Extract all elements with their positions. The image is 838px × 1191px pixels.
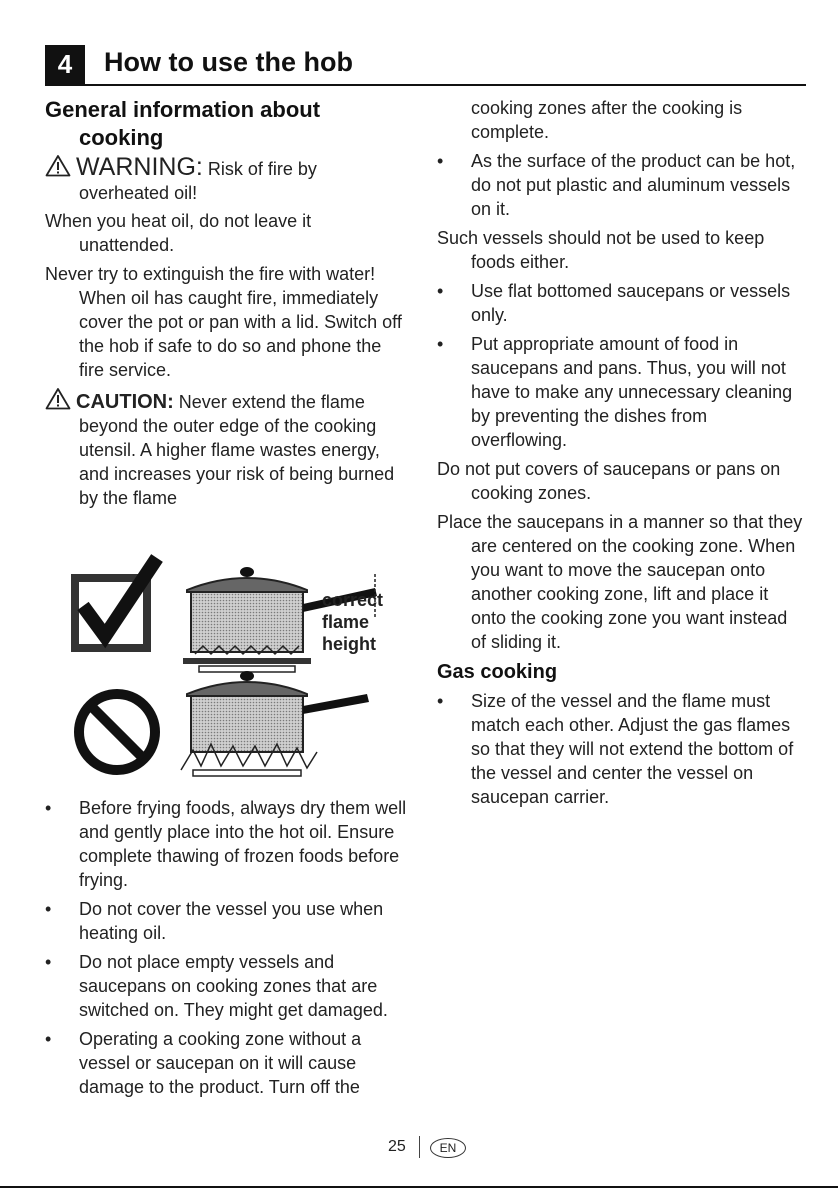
warning-text: Risk of fire by overheated oil!	[79, 159, 317, 203]
list-item: • Put appropriate amount of food in saucepans and pans. Thus, you will not have to make any unnecessary cleaning by preventing the dishes from overflowing.	[437, 334, 793, 450]
paragraph-fire-water: Never try to extinguish the fire with water! When oil has caught fire, immediately cover the pot or pan with a lid. Switch off the hob if safe to do so and phone the fire service.	[45, 264, 402, 380]
section-heading: General information about cooking	[45, 97, 321, 150]
warning-triangle-icon	[45, 154, 71, 177]
list-item: • Use flat bottomed saucepans or vessels only.	[437, 281, 791, 325]
list-item: • Do not cover the vessel you use when heating oil.	[45, 899, 384, 943]
chapter-title: How to use the hob	[104, 47, 353, 77]
paragraph-heat-oil: When you heat oil, do not leave it unattended.	[45, 211, 312, 255]
flame-height-figure	[45, 554, 410, 784]
caution-notice	[45, 387, 410, 510]
page-number: 25	[388, 1138, 406, 1155]
list-item: • Size of the vessel and the flame must match each other. Adjust the gas flames so that they will not extend the bottom of the vessel and center the vessel on saucepan carrier.	[437, 691, 794, 807]
page-footer	[0, 1136, 838, 1160]
list-item: • Before frying foods, always dry them well and gently place into the hot oil. Ensure complete thawing of frozen foods before frying.	[45, 798, 407, 890]
footer-divider	[419, 1136, 420, 1158]
warning-notice	[45, 154, 410, 205]
right-column	[437, 96, 807, 814]
paragraph-placement: Place the saucepans in a manner so that they are centered on the cooking zone. When you want to move the saucepan onto another cooking zone, lift and place it onto the cooking zone you want instead of sliding it.	[437, 512, 803, 652]
header-rule	[45, 84, 806, 86]
list-item: • Do not place empty vessels and saucepans on cooking zones that are switched on. They might get damaged.	[45, 952, 388, 1020]
figure-label: correct flame height	[322, 590, 384, 654]
left-column	[45, 96, 410, 1104]
paragraph-vessels: Such vessels should not be used to keep foods either.	[437, 228, 765, 272]
caution-label: CAUTION:	[76, 391, 174, 413]
chapter-number: 4	[45, 45, 85, 84]
caution-text: Never extend the flame beyond the outer edge of the cooking utensil. A higher flame wastes energy, and increases your risk of being burned by the flame	[79, 392, 395, 508]
caution-triangle-icon	[45, 387, 71, 410]
list-item: • Operating a cooking zone without a vessel or saucepan on it will cause damage to the product. Turn off the	[45, 1029, 362, 1097]
language-badge: EN	[430, 1138, 466, 1158]
bottom-rule	[0, 1186, 838, 1188]
warning-label: WARNING:	[76, 153, 203, 181]
list-item: • As the surface of the product can be hot, do not put plastic and aluminum vessels on it.	[437, 151, 796, 219]
gas-cooking-heading: Gas cooking	[437, 661, 558, 683]
pot-high-flame-icon	[181, 671, 369, 776]
check-mark-icon	[71, 558, 157, 652]
continued-text: cooking zones after the cooking is complete.	[471, 98, 743, 142]
chapter-header	[45, 45, 806, 86]
prohibited-icon	[79, 694, 155, 770]
paragraph-covers: Do not put covers of saucepans or pans on cooking zones.	[437, 459, 781, 503]
